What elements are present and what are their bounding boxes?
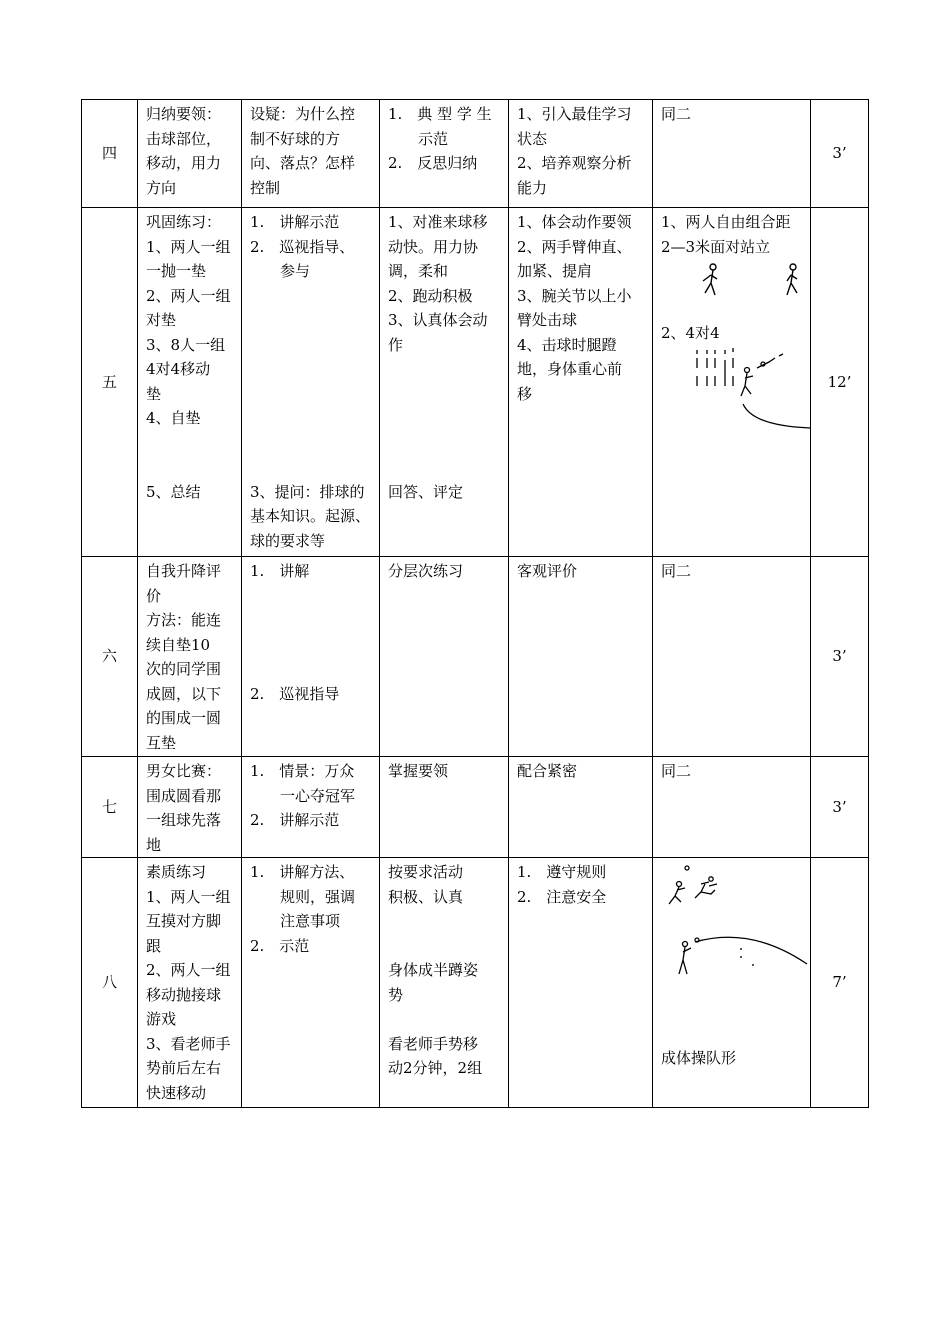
- goal-cell: 配合紧密: [509, 757, 653, 858]
- time-cell: 3’: [811, 757, 869, 858]
- time-cell: 3’: [811, 100, 869, 208]
- table-row: [82, 208, 869, 557]
- goal-cell: 1、体会动作要领 2、两手臂伸直、 加紧、提肩 3、腕关节以上小 臂处击球 4、击球时腿蹬 地，身体重心前 移: [509, 208, 653, 557]
- organization-cell: 同二: [653, 100, 811, 208]
- content-cell: 男女比赛： 围成圆看那 一组球先落 地: [138, 757, 242, 858]
- content-cell: 自我升降评 价 方法：能连 续自垫10 次的同学围 成圆，以下 的围成一圆 互垫: [138, 557, 242, 757]
- organization-cell: 同二: [653, 757, 811, 858]
- time-cell: 7’: [811, 858, 869, 1108]
- row-number: 八: [82, 858, 138, 1108]
- content-cell: 巩固练习： 1、两人一组 一抛一垫 2、两人一组 对垫 3、8人一组 4对4移动 垫 4、自垫 5、总结: [138, 208, 242, 557]
- teacher-cell: 1. 讲解方法、 规则，强调 注意事项 2. 示范: [242, 858, 380, 1108]
- student-cell: 分层次练习: [380, 557, 509, 757]
- student-cell: 按要求活动 积极、认真 身体成半蹲姿 势 看老师手势移 动2分钟，2组: [380, 858, 509, 1108]
- content-cell: 归纳要领： 击球部位， 移动，用力 方向: [138, 100, 242, 208]
- teacher-cell: 设疑：为什么控 制不好球的方 向、落点？怎样 控制: [242, 100, 380, 208]
- goal-cell: 客观评价: [509, 557, 653, 757]
- time-cell: 3’: [811, 557, 869, 757]
- row-number: 六: [82, 557, 138, 757]
- teacher-cell: 1. 讲解 2. 巡视指导: [242, 557, 380, 757]
- row-number: 四: [82, 100, 138, 208]
- student-cell: 掌握要领: [380, 757, 509, 858]
- goal-cell: 1. 遵守规则 2. 注意安全: [509, 858, 653, 1108]
- table-row: [82, 100, 869, 208]
- organization-cell: 同二: [653, 557, 811, 757]
- time-cell: 12’: [811, 208, 869, 557]
- teacher-cell: 1. 情景：万众 一心夺冠军 2. 讲解示范: [242, 757, 380, 858]
- row-number: 五: [82, 208, 138, 557]
- table-row: [82, 757, 869, 858]
- student-cell: 1、对准来球移 动快。用力协 调，柔和 2、跑动积极 3、认真体会动 作 回答、评定: [380, 208, 509, 557]
- drill-figures: [661, 860, 811, 1010]
- student-cell: 1. 典 型 学 生 示范 2. 反思归纳: [380, 100, 509, 208]
- organization-cell: 1、两人自由组合距 2—3米面对站立 2、4对4: [653, 208, 811, 557]
- table-row: [82, 557, 869, 757]
- goal-cell: 1、引入最佳学习 状态 2、培养观察分析 能力: [509, 100, 653, 208]
- table-row: [82, 858, 869, 1108]
- content-cell: 素质练习 1、两人一组 互摸对方脚 跟 2、两人一组 移动抛接球 游戏 3、看老师手 势前后左右 快速移动: [138, 858, 242, 1108]
- lesson-plan-table: [81, 99, 869, 1108]
- organization-cell: 成体操队形: [653, 858, 811, 1108]
- four-vs-four-figure: [661, 346, 811, 446]
- row-number: 七: [82, 757, 138, 858]
- teacher-cell: 1. 讲解示范 2. 巡视指导、 参与 3、提问：排球的 基本知识。起源、 球的要求等: [242, 208, 380, 557]
